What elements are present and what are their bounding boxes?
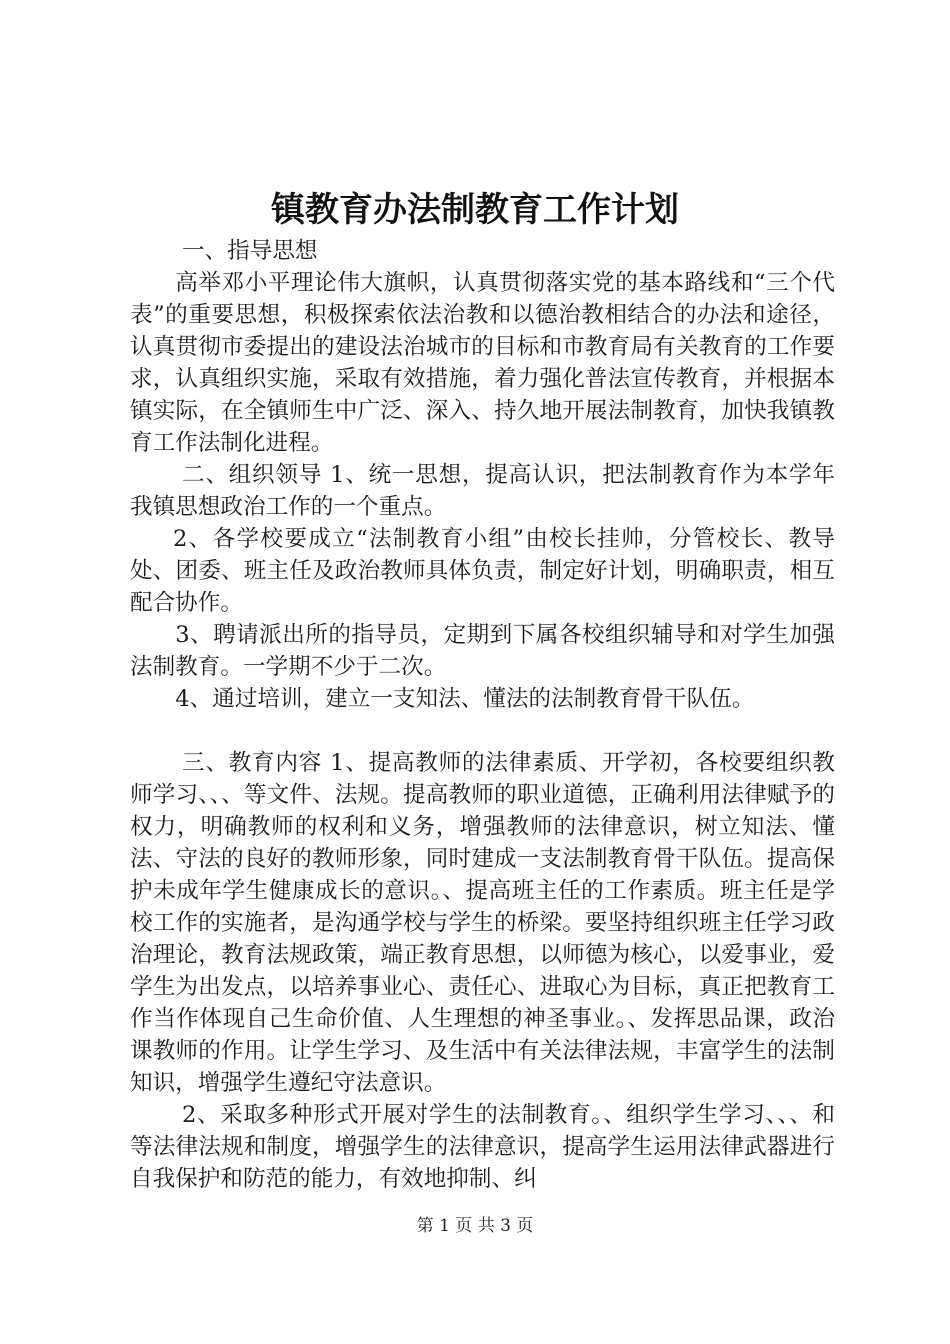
- paragraph-guiding-ideology: 高举邓小平理论伟大旗帜，认真贯彻落实党的基本路线和“三个代表”的重要思想，积极探索依法治教和以德治教相结合的办法和途径，认真贯彻市委提出的建设法治城市的目标和市教育局有关教育的工作要求，认真组织实施，采取有效措施，着力强化普法宣传教育，并根据本镇实际，在全镇师生中广泛、深入、持久地开展法制教育，加快我镇教育工作法制化进程。: [130, 270, 835, 456]
- paragraph-organization-leadership: 二、组织领导 1、统一思想，提高认识，把法制教育作为本学年我镇思想政治工作的一个重点。: [130, 462, 835, 520]
- paragraph-training: 4、通过培训，建立一支知法、懂法的法制教育骨干队伍。: [175, 686, 755, 712]
- paragraph-student-education: 2、采取多种形式开展对学生的法制教育。、组织学生学习、、、和等法律法规和制度，增强学生的法律意识，提高学生运用法律武器进行自我保护和防范的能力，有效地抑制、纠: [130, 1102, 835, 1192]
- paragraph-education-content: 三、教育内容 1、提高教师的法律素质、开学初，各校要组织教师学习、、、等文件、法规。提高教师的职业道德，正确利用法律赋予的权力，明确教师的权利和义务，增强教师的法律意识，树立知法、懂法、守法的良好的教师形象，同时建成一支法制教育骨干队伍。提高保护未成年学生健康成长的意识。、提高班主任的工作素质。班主任是学校工作的实施者，是沟通学校与学生的桥梁。要坚持组织班主任学习政治理论，教育法规政策，端正教育思想，以师德为核心，以爱事业，爱学生为出发点，以培养事业心、责任心、进取心为目标，真正把教育工作当作体现自己生命价值、人生理想的神圣事业。、发挥思品课，政治课教师的作用。让学生学习、及生活中有关法律法规，丰富学生的法制知识，增强学生遵纪守法意识。: [130, 750, 835, 1096]
- document-body: [130, 235, 835, 1195]
- paragraph-police-instructor: 3、聘请派出所的指导员，定期到下属各校组织辅导和对学生加强法制教育。一学期不少于二次。: [130, 622, 835, 680]
- section-heading-guiding-ideology: 一、指导思想: [181, 238, 318, 264]
- page-number: 第 1 页 共 3 页: [416, 1216, 534, 1236]
- paragraph-education-group: 2、各学校要成立“法制教育小组”由校长挂帅，分管校长、教导处、团委、班主任及政治教师具体负责，制定好计划，明确职责，相互配合协作。: [130, 526, 835, 616]
- document-title: 镇教育办法制教育工作计划: [271, 190, 679, 230]
